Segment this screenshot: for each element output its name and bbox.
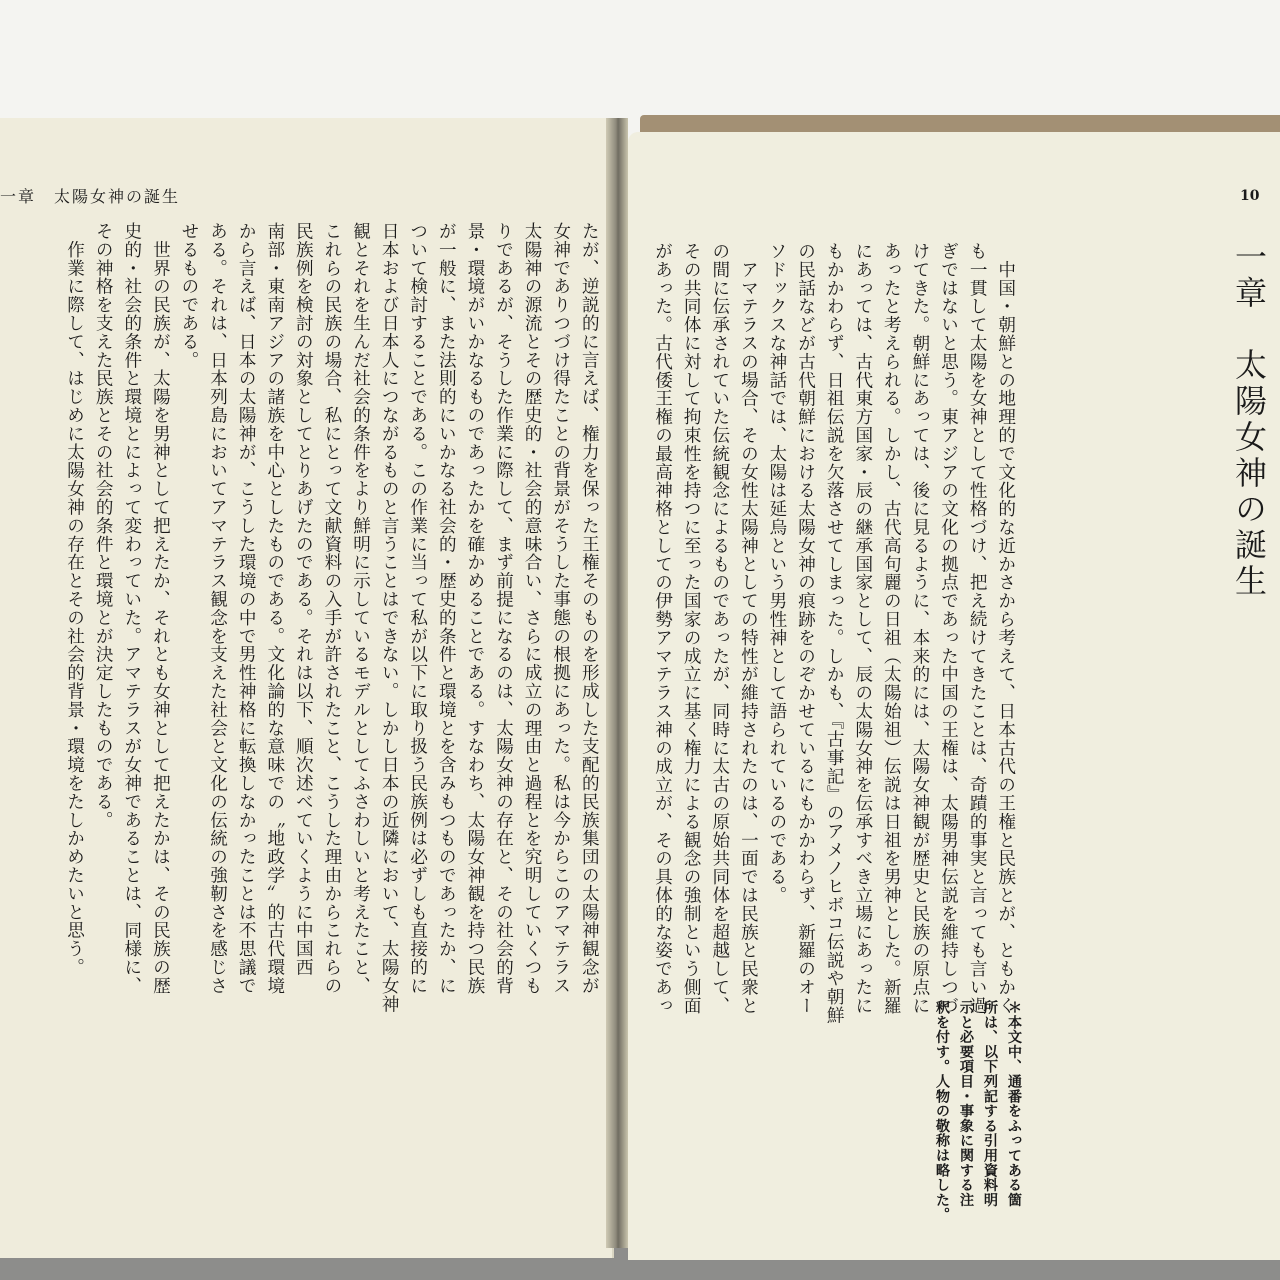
text-line: 史的・社会的条件と環境とによって変わっていた。アマテラスが女神であることは、同様に、: [121, 222, 142, 995]
text-line: も一貫して太陽を女神として性格づけ、把え続けてきたことは、奇蹟的事実と言っても言い過: [967, 242, 988, 1015]
text-line: 日本および日本人につながるものと言うことはできない。しかし日本の近隣において、太陽女神: [379, 222, 400, 1014]
text-line: があった。古代倭王権の最高神格としての伊勢アマテラス神の成立が、その具体的な姿であっ: [652, 242, 673, 1015]
text-line: 太陽神の源流とその歴史的・社会的意味合い、さらに成立の理由と過程とを究明していくつも: [522, 222, 543, 995]
text-line: これらの民族の場合、私にとって文献資料の入手が許されたこと、こうした理由からこれらの: [321, 222, 342, 995]
text-line: にあっては、古代東方国家・辰の継承国家として、辰の太陽女神を伝承すべき立場にあったに: [852, 242, 873, 1015]
book-gutter: [606, 118, 628, 1248]
text-line: けてきた。朝鮮にあっては、後に見るように、本来的には、太陽女神観が歴史と民族の原点に: [909, 242, 930, 1015]
text-line: 女神でありつづけ得たことの背景がそうした事態の根拠にあった。私は今からこのアマテラス: [550, 222, 571, 995]
text-line: ソドックスな神話では、太陽は延烏という男性神として語られているのである。: [766, 242, 787, 905]
running-head: 一章 太陽女神の誕生: [0, 187, 181, 206]
text-line: 観とそれを生んだ社会的条件をより鮮明に示しているモデルとしてふさわしいと考えたこと、: [350, 222, 371, 995]
left-page-body-text: [60, 222, 603, 1014]
text-line: もかかわらず、日祖伝説を欠落させてしまった。しかも、『古事記』のアメノヒボコ伝説や朝鮮: [824, 242, 845, 1025]
text-line: 景・環境がいかなるものであったかを確かめることである。すなわち、太陽女神観を持つ民族: [464, 222, 485, 995]
text-line: 世界の民族が、太陽を男神として把えたか、それとも女神として把えたかは、その民族の歴: [150, 222, 171, 995]
text-line: から言えば、日本の太陽神が、こうした環境の中で男性神格に転換しなかったことは不思議で: [236, 222, 257, 995]
text-line: アマテラスの場合、その女性太陽神としての特性が維持されたのは、一面では民族と民衆と: [738, 242, 759, 1015]
text-line: ある。それは、日本列島においてアマテラス観念を支えた社会と文化の伝統の強靭さを感じさ: [207, 222, 228, 995]
right-page-body-text: [648, 242, 1020, 1025]
footnote-line: 示と必要項目・事象に関する注: [958, 1000, 974, 1208]
text-line: が一般に、また法則的にいかなる社会的・歴史的条件と環境とを含みもつものであったか、に: [436, 222, 457, 995]
text-line: その共同体に対して拘束性を持つに至った国家の成立に基く権力による観念の強制という側面: [681, 242, 702, 1015]
footnote-line: 所は、以下列記する引用資料明: [982, 1000, 998, 1208]
text-line: あったと考えられる。しかし、古代高句麗の日祖（太陽始祖）伝説は日祖を男神とした。新羅: [881, 242, 902, 1015]
text-line: 中国・朝鮮との地理的で文化的な近かさから考えて、日本古代の王権と民族とが、ともかく: [995, 242, 1016, 1015]
text-line: その神格を支えた民族とその社会的条件と環境とが決定したものである。: [93, 222, 114, 830]
text-line: せるものである。: [178, 222, 199, 370]
page-number: 10: [1240, 188, 1260, 204]
text-line: りであるが、そうした作業に際して、まず前提になるのは、太陽女神の存在と、その社会的背: [493, 222, 514, 995]
text-line: の間に伝承されていた伝統観念によるものであったが、同時に太古の原始共同体を超越して、: [709, 242, 730, 1015]
text-line: 南部・東南アジアの諸族を中心としたものである。文化論的な意味での〝地政学〟的古代環境: [264, 222, 285, 995]
text-line: 民族例を検討の対象としてとりあげたのである。それは以下、順次述べていくように中国西: [293, 222, 314, 977]
text-line: たが、逆説的に言えば、権力を保った王権そのものを形成した支配的民族集団の太陽神観念が: [579, 222, 600, 995]
footnote-line: ＊本文中、通番をふってある箇: [1006, 1000, 1022, 1208]
footnote-line: 釈を付す。人物の敬称は略した。: [934, 1000, 950, 1222]
text-line: 作業に際して、はじめに太陽女神の存在とその社会的背景・環境をたしかめたいと思う。: [64, 222, 85, 977]
text-line: の民話などが古代朝鮮における太陽女神の痕跡をのぞかせているにもかかわらず、新羅のオー: [795, 242, 816, 1015]
text-line: ぎではないと思う。東アジアの文化の拠点であった中国の王権は、太陽男神伝説を維持しつづ: [938, 242, 959, 1015]
chapter-title: 一章 太陽女神の誕生: [1230, 240, 1268, 600]
footnote: [930, 1000, 1026, 1222]
text-line: ついて検討することである。この作業に当って私が以下に取り扱う民族例は必ずしも直接的に: [407, 222, 428, 995]
